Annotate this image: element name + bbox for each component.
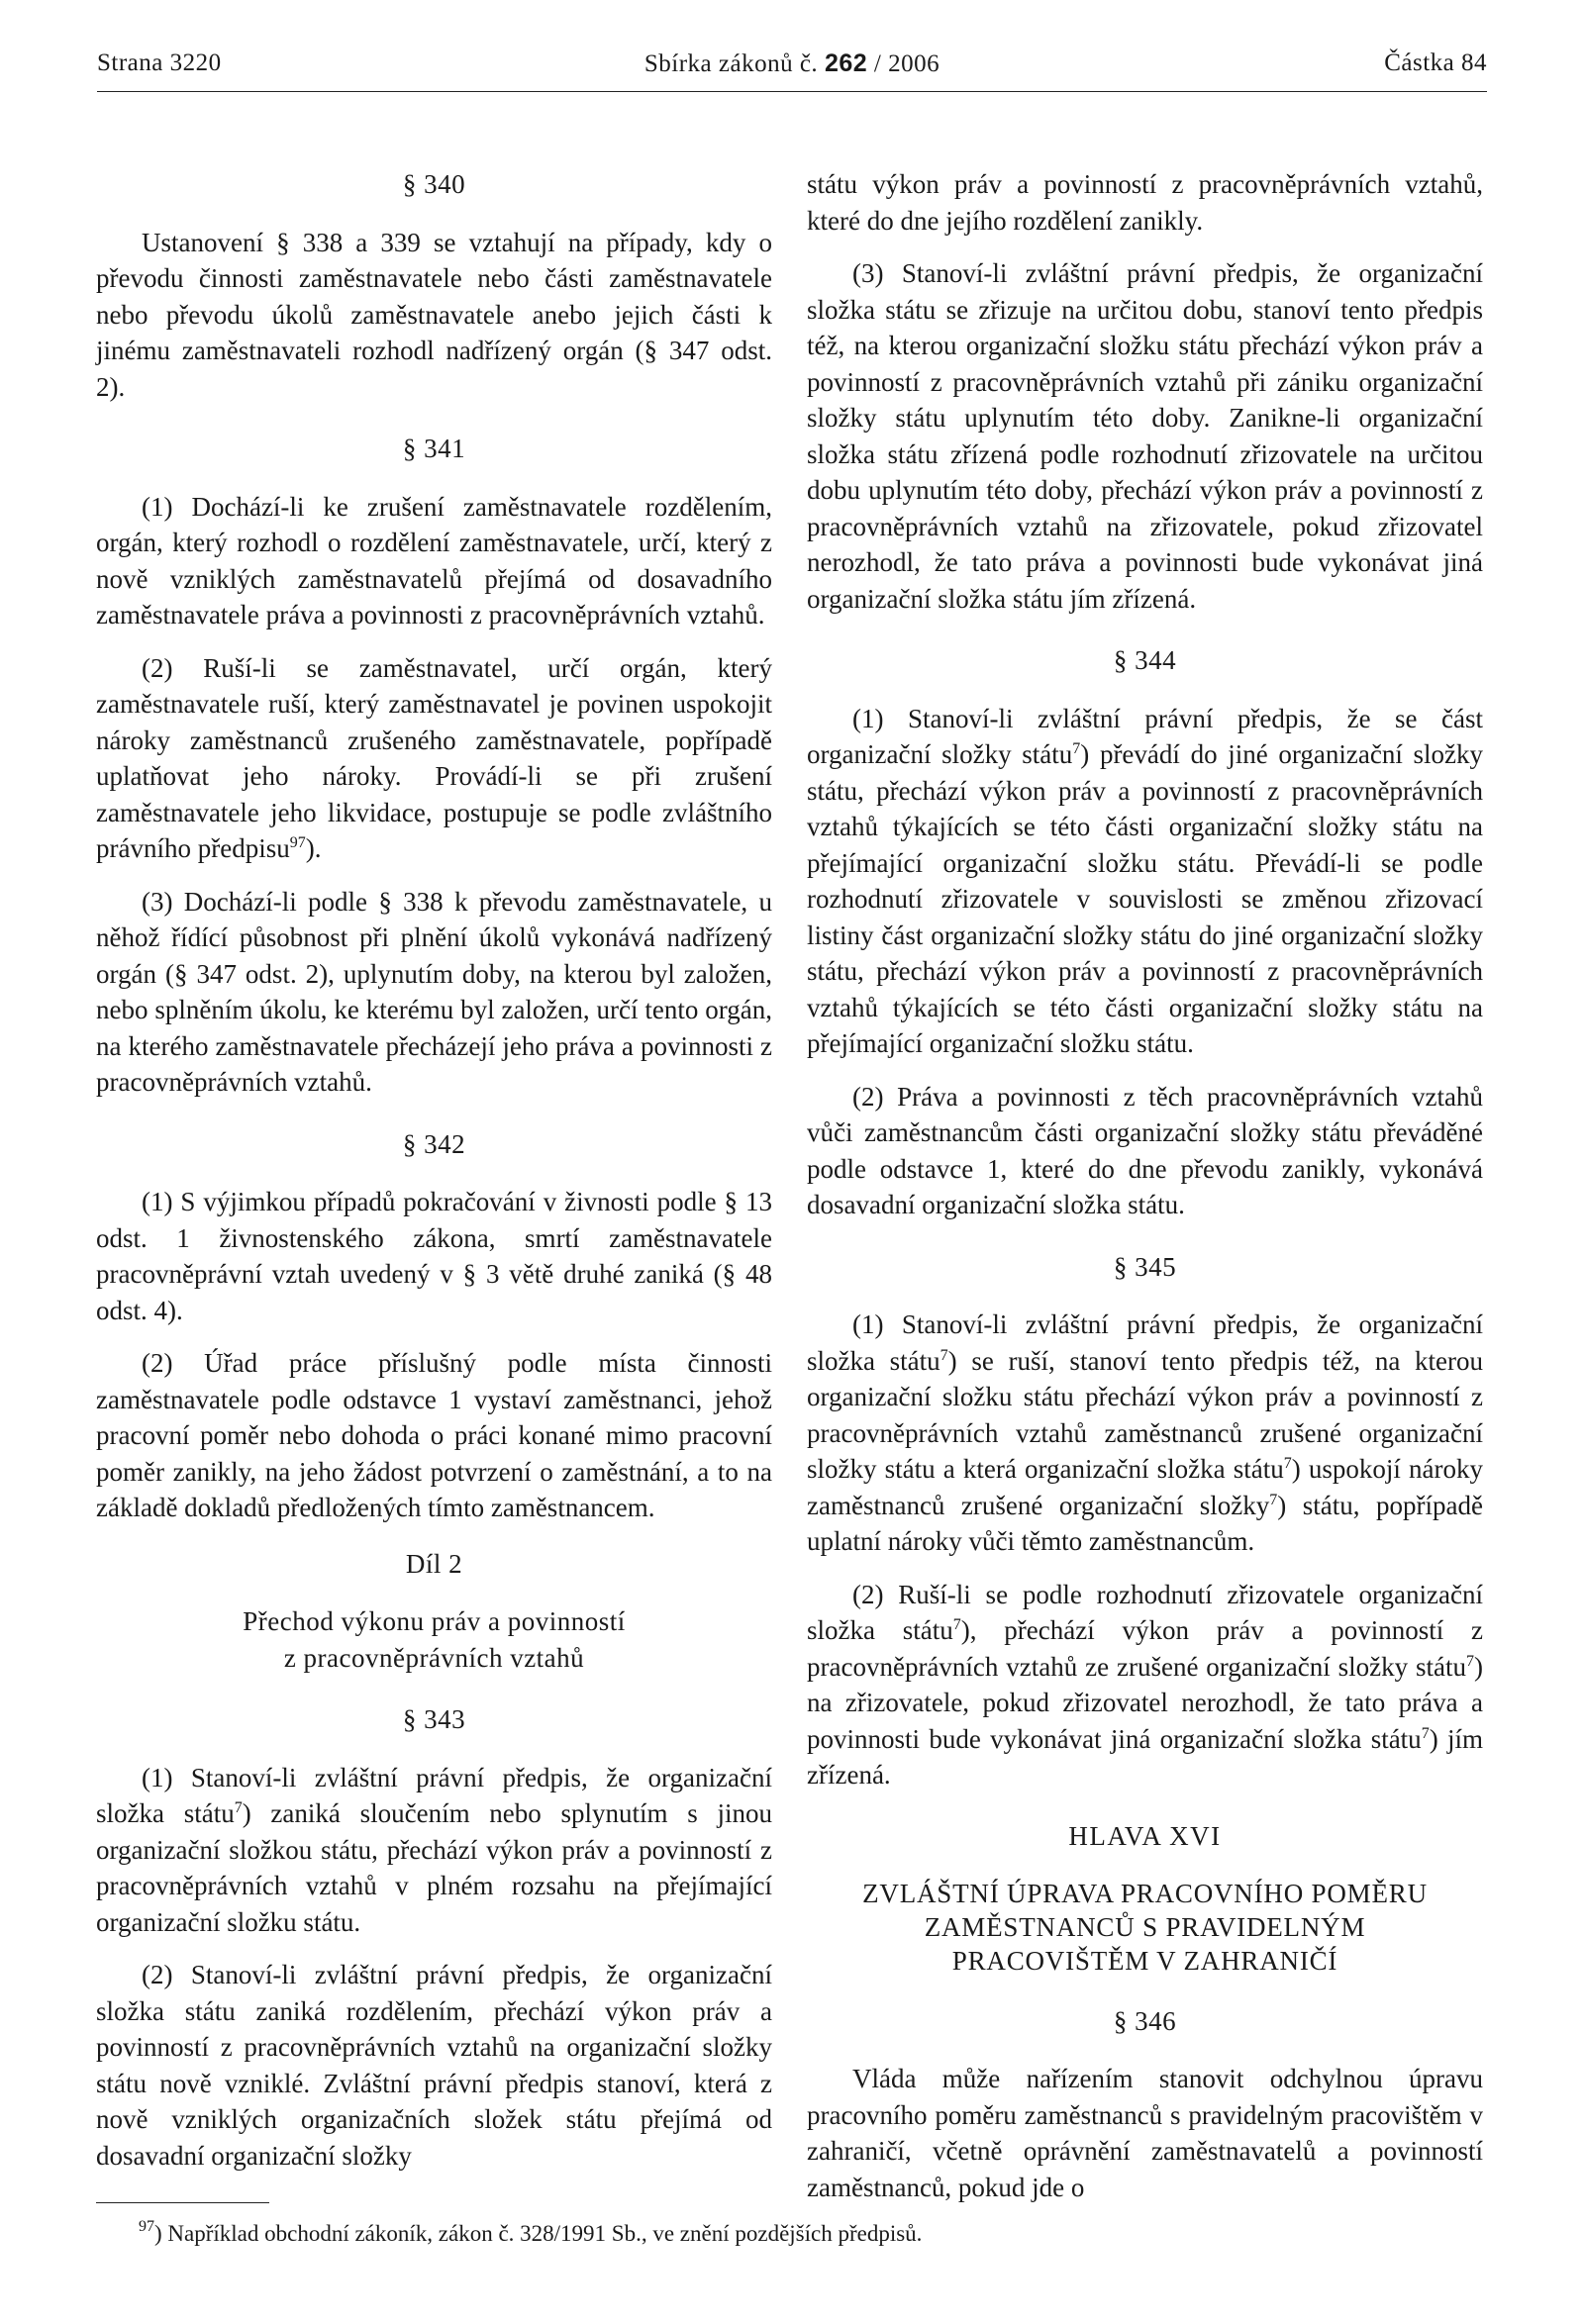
section-343-paragraph-3: (3) Stanoví-li zvláštní právní předpis, že organizační složka státu se zřizuje na určitou dobu, stanoví tento předpis též, na kterou organizační složku státu přechází výkon práv a povinností z pracovněprávních vztahů při zániku organizační složky státu uplynutím této doby. Zanikne-li organizační složka státu zřízená podle rozhodnutí zřizovatele na určitou dobu uplynutím této doby, přechází výkon práv a povinností z pracovněprávních vztahů na zřizovatele, pokud zřizovatel nerozhodl, že tato práva a povinnosti bude vykonávat jiná organizační složka státu jím zřízená. — [807, 258, 1483, 614]
section-345-p1-c: ) uspokojí nároky zaměstnanců zrušené organizační složky — [807, 1454, 1484, 1520]
footnote-text: ) Například obchodní zákoník, zákon č. 328/1991 Sb., ve znění pozdějších předpisů. — [154, 2221, 923, 2246]
section-345-paragraph-2 — [807, 1577, 1483, 1793]
footnote-ref: 97 — [289, 834, 306, 851]
part-title-line-1: Přechod výkonu práv a povinností — [243, 1606, 626, 1636]
section-341-p2-text: (2) Ruší-li se zaměstnavatel, určí orgán, který zaměstnavatele ruší, který zaměstnavatel je povinen uspokojit nároky zaměstnanců zrušeného zaměstnavatele, popřípadě uplatňovat jeho nároky. Provádí-li se při zrušení zaměstnavatele jeho likvidace, postupuje se podle zvláštního právního předpisu — [96, 652, 772, 863]
section-341-title: § 341 — [402, 434, 466, 463]
page-header — [97, 49, 1487, 92]
section-345-p2-c: ) na zřizovatele, pokud zřizovatel nerozhodl, že tato práva a povinnosti bude vykonávat jiná organizační složka státu — [807, 1651, 1483, 1754]
footnote-ref: 7 — [940, 1346, 948, 1364]
section-345-p2-b: ), přechází výkon práv a povinností z pracovněprávních vztahů ze zrušené organizační složky státu — [807, 1615, 1483, 1682]
footnote-ref: 7 — [234, 1799, 243, 1816]
section-343-paragraph-2-continued: státu výkon práv a povinností z pracovněprávních vztahů, které do dne jejího rozdělení zanikly. — [807, 169, 1483, 236]
footnote-ref: 7 — [952, 1616, 961, 1633]
section-342-paragraph-2: (2) Úřad práce příslušný podle místa činnosti zaměstnavatele podle odstavce 1 vystaví zaměstnanci, jehož pracovní poměr nebo dohoda o práci konané mimo pracovní poměr zanikly, na jeho žádost potvrzení o zaměstnání, a to na základě dokladů předložených tímto zaměstnancem. — [96, 1348, 772, 1522]
footnote-number: 97 — [139, 2218, 154, 2235]
section-340-title: § 340 — [402, 169, 466, 199]
collection-title — [97, 49, 1487, 78]
section-345-paragraph-1 — [807, 1307, 1483, 1560]
section-341-paragraph-3: (3) Dochází-li podle § 338 k převodu zaměstnavatele, u něhož řídící působnost při plnění úkolů vykonává nadřízený orgán (§ 347 odst. 2), uplynutím doby, na kterou byl založen, nebo splněním úkolu, ke kterému byl založen, určí tento orgán, na kterého zaměstnavatele přecházejí jeho práva a povinnosti z pracovněprávních vztahů. — [96, 886, 772, 1097]
left-column — [96, 166, 772, 2190]
part-title-line-2: z pracovněprávních vztahů — [283, 1642, 585, 1673]
chapter-title-line-2: ZAMĚSTNANCŮ S PRAVIDELNÝM — [924, 1911, 1366, 1942]
chapter-label: HLAVA XVI — [1068, 1820, 1222, 1851]
chapter-title-line-1: ZVLÁŠTNÍ ÚPRAVA PRACOVNÍHO POMĚRU — [862, 1878, 1428, 1908]
section-346-paragraph: Vláda může nařízením stanovit odchylnou úpravu pracovního poměru zaměstnanců s pravidelným pracovištěm v zahraničí, včetně oprávnění zaměstnavatelů a povinností zaměstnanců, pokud jde o — [807, 2064, 1483, 2202]
section-346-title: § 346 — [1113, 2005, 1177, 2036]
section-342-paragraph-1: (1) S výjimkou případů pokračování v živnosti podle § 13 odst. 1 živnostenského zákona, smrtí zaměstnavatele pracovněprávní vztah uvedený v § 3 větě druhé zaniká (§ 48 odst. 4). — [96, 1187, 772, 1325]
section-344-p1-text: (1) Stanoví-li zvláštní právní předpis, že se část organizační složky státu — [807, 703, 1483, 769]
section-345-p1-a: (1) Stanoví-li zvláštní právní předpis, že organizační složka státu — [807, 1309, 1483, 1376]
part-label: Díl 2 — [405, 1548, 463, 1579]
section-340-paragraph: Ustanovení § 338 a 339 se vztahují na případy, kdy o převodu činnosti zaměstnavatele nebo části zaměstnavatele nebo převodu úkolů zaměstnavatele anebo jejich části k jinému zaměstnavateli rozhodl nadřízený orgán (§ 347 odst. 2). — [96, 227, 772, 402]
footnote-ref: 7 — [1269, 1491, 1278, 1508]
page-number: Strana 3220 — [97, 49, 222, 76]
section-345-p2-a: (2) Ruší-li se podle rozhodnutí zřizovatele organizační složka státu — [807, 1579, 1483, 1645]
issue-number: Částka 84 — [1384, 49, 1487, 76]
section-345-p1-b: ) se ruší, stanoví tento předpis též, na kterou organizační složku státu přechází výkon práv a povinností z pracovněprávních vztahů zaměstnanců zrušené organizační složky státu a která organizační složka státu — [807, 1345, 1483, 1484]
footnote-divider — [96, 2202, 269, 2203]
section-343-paragraph-2: (2) Stanoví-li zvláštní právní předpis, že organizační složka státu zaniká rozdělením, přechází výkon práv a povinností z pracovněprávních vztahů na organizační složky státu nově vzniklé. Zvláštní právní předpis stanoví, která z nově vzniklých organizačních složek státu přejímá od dosavadní organizační složky — [96, 1960, 772, 2171]
section-343-p1-end: ) zaniká sloučením nebo splynutím s jinou organizační složkou státu, přechází výkon práv a povinností z pracovněprávních vztahů v plném rozsahu na přejímající organizační složku státu. — [96, 1798, 772, 1937]
footnote-ref: 7 — [1466, 1652, 1474, 1670]
section-345-title: § 345 — [1113, 1251, 1177, 1282]
section-345-p1-d: ) státu, popřípadě uplatní nároky vůči těmto zaměstnancům. — [807, 1490, 1483, 1556]
right-column — [807, 166, 1483, 2222]
section-341-paragraph-1: (1) Dochází-li ke zrušení zaměstnavatele rozdělením, orgán, který rozhodl o rozdělení zaměstnavatele, určí, který z nově vzniklých zaměstnavatelů přejímá od dosavadního zaměstnavatele práva a povinnosti z pracovněprávních vztahů. — [96, 491, 772, 629]
section-343-paragraph-1 — [96, 1760, 772, 1941]
section-341-paragraph-2 — [96, 650, 772, 867]
collection-prefix: Sbírka zákonů č. — [644, 50, 819, 77]
part-heading — [96, 1546, 772, 1677]
section-343-p1-text: (1) Stanoví-li zvláštní právní předpis, že organizační složka státu — [96, 1762, 772, 1828]
section-345-p2-d: ) jím zřízená. — [807, 1723, 1483, 1790]
chapter-title-line-3: PRACOVIŠTĚM V ZAHRANIČÍ — [951, 1945, 1338, 1976]
section-341-p2-end: ). — [305, 833, 322, 863]
footnote-ref: 7 — [1421, 1724, 1430, 1742]
chapter-title — [807, 1877, 1483, 1978]
footnote-ref: 7 — [1283, 1455, 1292, 1472]
section-344-p1-end: ) převádí do jiné organizační složky státu, přechází výkon práv a povinností z pracovněprávních vztahů týkajících se této části organizační složky státu na přejímající organizační složku státu. Převádí-li se podle rozhodnutí zřizovatele v souvislosti se změnou zřizovací listiny část organizační složky státu do jiné organizační složky státu, přechází výkon práv a povinností z pracovněprávních vztahů týkajících se této části organizační složky státu na přejímající organizační složku státu. — [807, 739, 1484, 1058]
footnote-ref: 7 — [1072, 740, 1081, 757]
section-343-title: § 343 — [402, 1704, 466, 1734]
law-number: 262 — [824, 49, 868, 77]
collection-year: / 2006 — [873, 50, 940, 77]
section-344-paragraph-1 — [807, 701, 1483, 1062]
section-344-title: § 344 — [1113, 645, 1177, 675]
section-342-title: § 342 — [402, 1128, 466, 1159]
footnote — [139, 2219, 1426, 2249]
section-344-paragraph-2: (2) Práva a povinnosti z těch pracovněprávních vztahů vůči zaměstnancům části organizační složky státu převáděné podle odstavce 1, které do dne převodu zanikly, vykonává dosavadní organizační složka státu. — [807, 1081, 1483, 1219]
